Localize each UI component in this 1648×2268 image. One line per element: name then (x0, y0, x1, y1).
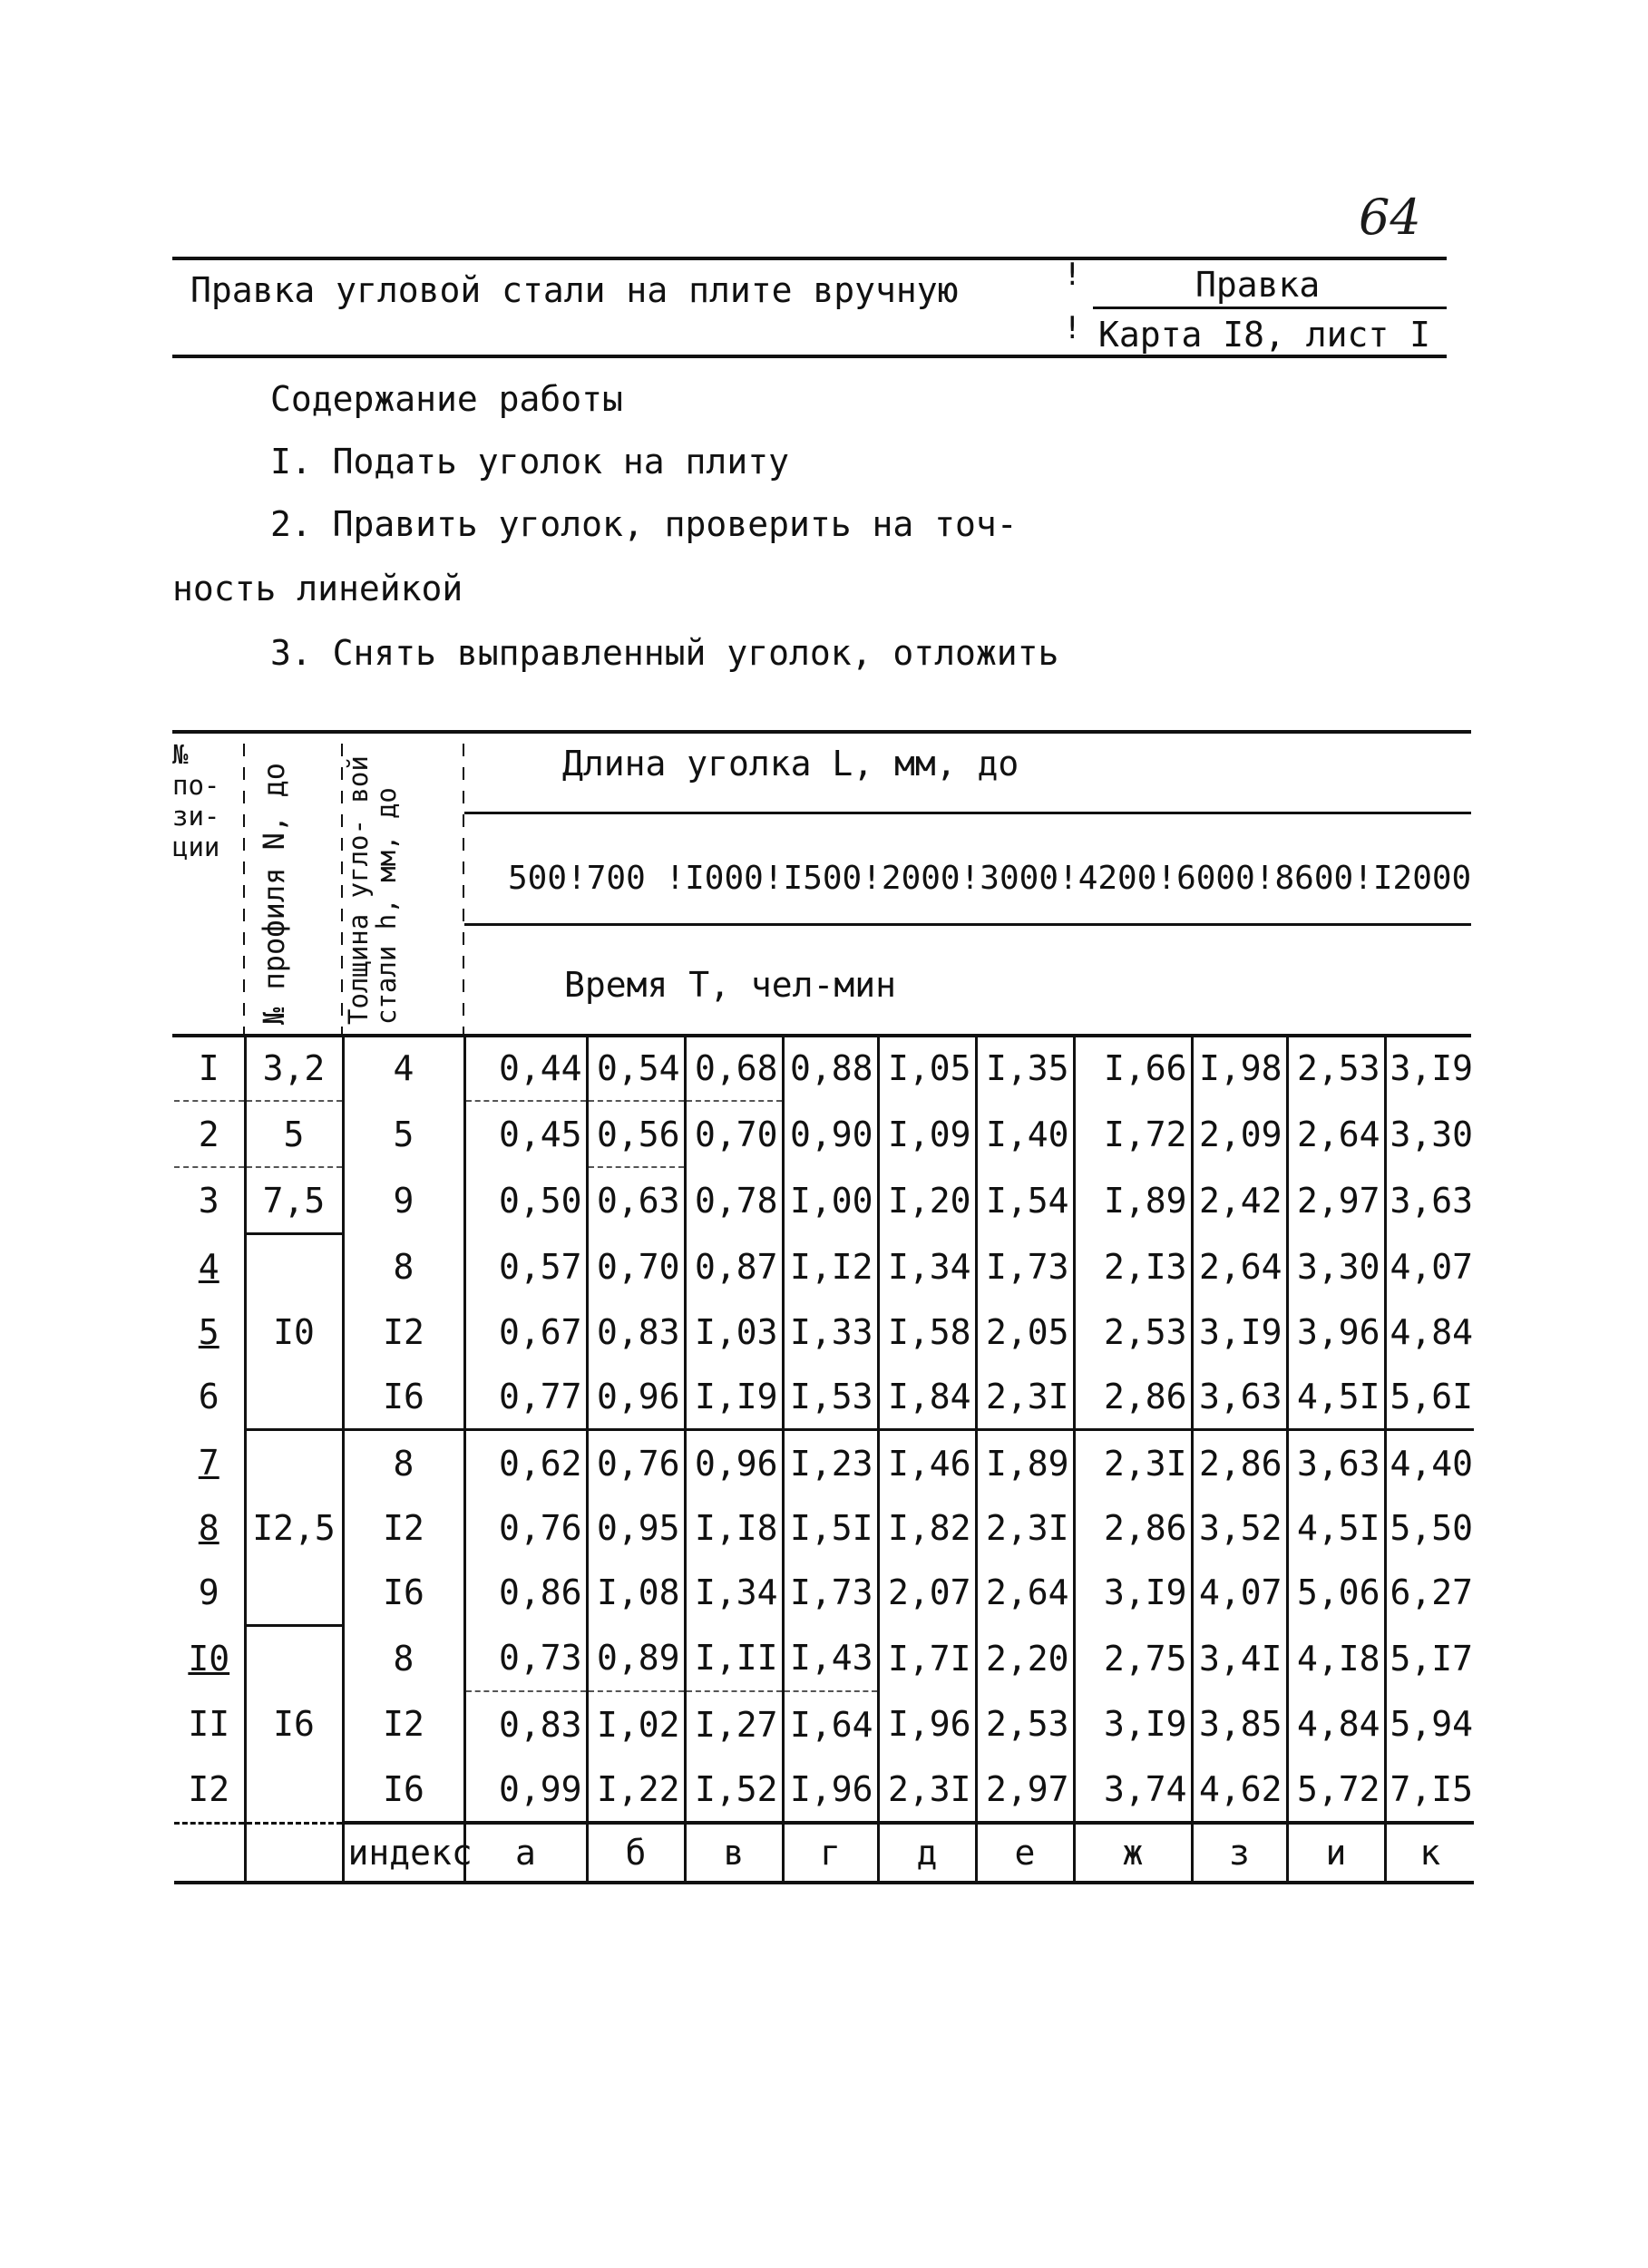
cell-zh: 2,I3 (1074, 1234, 1192, 1300)
thickness-column-header: Толщина угло- вой стали h, мм, до (343, 755, 402, 1025)
length-2000: 2000 (881, 860, 961, 897)
cell-z: 2,64 (1192, 1234, 1287, 1300)
card-sheet-label: Карта I8, лист I (1098, 315, 1431, 355)
cell-e: I,89 (976, 1430, 1074, 1496)
cell-v: 0,70 (685, 1101, 783, 1167)
row-profile: 3,2 (245, 1036, 343, 1101)
cell-d: I,82 (878, 1495, 976, 1560)
cell-e: I,73 (976, 1234, 1074, 1300)
length-6000: 6000 (1176, 860, 1255, 897)
cell-d: I,96 (878, 1691, 976, 1757)
row-thickness: I2 (343, 1495, 464, 1560)
index-k: к (1385, 1823, 1474, 1883)
row-position: 9 (198, 1572, 219, 1613)
cell-b: 0,96 (587, 1364, 685, 1430)
cell-z: 2,09 (1192, 1101, 1287, 1167)
index-a: а (464, 1823, 587, 1883)
cell-g: I,73 (783, 1560, 878, 1626)
row-profile (245, 1560, 343, 1626)
cell-a: 0,83 (464, 1691, 587, 1757)
row-position: I0 (188, 1638, 230, 1679)
header-section-rule (1093, 307, 1447, 309)
table-row (174, 1626, 1474, 1692)
cell-i: 2,53 (1287, 1036, 1385, 1101)
row-position: 7 (198, 1442, 219, 1483)
index-label: индекс (343, 1823, 464, 1883)
cell-zh: 2,86 (1074, 1495, 1192, 1560)
cell-v: I,I8 (685, 1495, 783, 1560)
cell-i: 4,84 (1287, 1691, 1385, 1757)
cell-e: 2,64 (976, 1560, 1074, 1626)
row-profile: I6 (245, 1691, 343, 1757)
length-500: 500 (508, 860, 568, 897)
cell-k: 5,94 (1385, 1691, 1474, 1757)
cell-g: I,00 (783, 1167, 878, 1234)
cell-a: 0,77 (464, 1364, 587, 1430)
cell-zh: 3,74 (1074, 1757, 1192, 1823)
row-position: 5 (198, 1311, 219, 1352)
work-heading: Содержание работы (270, 379, 623, 419)
row-position: I2 (188, 1768, 230, 1809)
length-8600: 8600 (1274, 860, 1354, 897)
cell-i: 4,I8 (1287, 1626, 1385, 1692)
index-d: д (878, 1823, 976, 1883)
header-separator-bottom: ! (1063, 310, 1082, 346)
cell-b: I,08 (587, 1560, 685, 1626)
cell-e: 2,97 (976, 1757, 1074, 1823)
table-row (174, 1364, 1474, 1430)
row-thickness: 8 (343, 1430, 464, 1496)
work-step-2-continuation: ность линейкой (172, 569, 463, 608)
document-title: Правка угловой стали на плите вручную (190, 270, 959, 310)
row-thickness: 4 (343, 1036, 464, 1101)
cell-a: 0,76 (464, 1495, 587, 1560)
work-step-2: 2. Править уголок, проверить на точ- (270, 504, 1018, 544)
row-position: 2 (174, 1101, 245, 1167)
row-profile: I0 (245, 1299, 343, 1364)
cell-z: 3,63 (1192, 1364, 1287, 1430)
cell-z: 2,86 (1192, 1430, 1287, 1496)
cell-v: 0,87 (685, 1234, 783, 1300)
cell-g: 0,88 (783, 1036, 878, 1101)
cell-d: I,84 (878, 1364, 976, 1430)
cell-b: 0,89 (587, 1626, 685, 1692)
cell-a: 0,99 (464, 1757, 587, 1823)
row-position: 6 (198, 1377, 219, 1417)
row-thickness: I6 (343, 1560, 464, 1626)
cell-b: I,22 (587, 1757, 685, 1823)
cell-d: I,09 (878, 1101, 976, 1167)
cell-a: 0,86 (464, 1560, 587, 1626)
row-profile (245, 1430, 343, 1496)
row-thickness: I6 (343, 1364, 464, 1430)
cell-g: I,I2 (783, 1234, 878, 1300)
cell-i: 5,06 (1287, 1560, 1385, 1626)
index-b: б (587, 1823, 685, 1883)
cell-e: 2,53 (976, 1691, 1074, 1757)
cell-b: 0,56 (587, 1101, 685, 1167)
header-divider-1 (243, 744, 245, 1036)
header-divider-3 (463, 744, 464, 1036)
cell-v: I,03 (685, 1299, 783, 1364)
index-z: з (1192, 1823, 1287, 1883)
cell-zh: I,66 (1074, 1036, 1192, 1101)
cell-zh: 3,I9 (1074, 1560, 1192, 1626)
cell-g: I,33 (783, 1299, 878, 1364)
cell-g: I,43 (783, 1626, 878, 1692)
cell-a: 0,62 (464, 1430, 587, 1496)
cell-b: 0,70 (587, 1234, 685, 1300)
cell-v: I,34 (685, 1560, 783, 1626)
cell-e: I,54 (976, 1167, 1074, 1234)
table-row (174, 1299, 1474, 1364)
cell-a: 0,57 (464, 1234, 587, 1300)
index-v: в (685, 1823, 783, 1883)
cell-zh: 2,86 (1074, 1364, 1192, 1430)
table-top-rule (172, 730, 1471, 734)
cell-i: 4,5I (1287, 1364, 1385, 1430)
cell-v: 0,68 (685, 1036, 783, 1101)
length-700: 700 (586, 860, 646, 897)
table-row (174, 1430, 1474, 1496)
cell-e: I,40 (976, 1101, 1074, 1167)
cell-d: I,20 (878, 1167, 976, 1234)
cell-d: I,7I (878, 1626, 976, 1692)
cell-k: 5,50 (1385, 1495, 1474, 1560)
cell-d: I,05 (878, 1036, 976, 1101)
cell-e: 2,20 (976, 1626, 1074, 1692)
cell-g: I,23 (783, 1430, 878, 1496)
cell-k: 7,I5 (1385, 1757, 1474, 1823)
row-thickness: 5 (343, 1101, 464, 1167)
row-thickness: 9 (343, 1167, 464, 1234)
cell-k: 5,I7 (1385, 1626, 1474, 1692)
cell-k: 3,I9 (1385, 1036, 1474, 1101)
position-column-header: № по- зи- ции (172, 739, 220, 862)
row-profile: 7,5 (245, 1167, 343, 1234)
cell-zh: 2,3I (1074, 1430, 1192, 1496)
table-row (174, 1101, 1474, 1167)
cell-g: I,5I (783, 1495, 878, 1560)
cell-v: I,52 (685, 1757, 783, 1823)
page-number: 64 (1359, 189, 1421, 246)
row-position: 3 (198, 1181, 219, 1222)
cell-d: I,46 (878, 1430, 976, 1496)
cell-i: 5,72 (1287, 1757, 1385, 1823)
header-top-rule (172, 257, 1447, 260)
table-row (174, 1560, 1474, 1626)
index-zh: ж (1074, 1823, 1192, 1883)
row-profile (245, 1757, 343, 1823)
length-12000: I2000 (1372, 860, 1472, 897)
length-1500: I500 (783, 860, 863, 897)
cell-a: 0,44 (464, 1036, 587, 1101)
row-thickness: I2 (343, 1299, 464, 1364)
row-thickness: 8 (343, 1234, 464, 1300)
index-row-blank (174, 1823, 245, 1883)
table-row (174, 1757, 1474, 1823)
length-3000: 3000 (980, 860, 1058, 897)
table-row (174, 1036, 1474, 1101)
cell-z: 3,52 (1192, 1495, 1287, 1560)
cell-b: 0,83 (587, 1299, 685, 1364)
header-bottom-rule (172, 355, 1447, 358)
cell-zh: 2,75 (1074, 1626, 1192, 1692)
length-4200: 4200 (1078, 860, 1157, 897)
cell-z: 3,85 (1192, 1691, 1287, 1757)
row-profile: I2,5 (245, 1495, 343, 1560)
cell-b: I,02 (587, 1691, 685, 1757)
cell-b: 0,54 (587, 1036, 685, 1101)
cell-i: 2,64 (1287, 1101, 1385, 1167)
cell-zh: I,72 (1074, 1101, 1192, 1167)
cell-k: 4,40 (1385, 1430, 1474, 1496)
cell-b: 0,63 (587, 1167, 685, 1234)
cell-v: 0,78 (685, 1167, 783, 1234)
cell-zh: 3,I9 (1074, 1691, 1192, 1757)
cell-v: I,27 (685, 1691, 783, 1757)
cell-e: 2,05 (976, 1299, 1074, 1364)
cell-i: 3,63 (1287, 1430, 1385, 1496)
cell-k: 3,63 (1385, 1167, 1474, 1234)
time-header: Время Т, чел-мин (564, 965, 897, 1005)
cell-d: I,58 (878, 1299, 976, 1364)
cell-z: I,98 (1192, 1036, 1287, 1101)
time-norms-table (174, 1036, 1474, 1884)
cell-g: 0,90 (783, 1101, 878, 1167)
row-thickness: I6 (343, 1757, 464, 1823)
row-thickness: I2 (343, 1691, 464, 1757)
cell-e: 2,3I (976, 1364, 1074, 1430)
index-e: е (976, 1823, 1074, 1883)
length-header-rule (464, 812, 1471, 814)
cell-g: I,64 (783, 1691, 878, 1757)
length-1000: I000 (685, 860, 764, 897)
row-profile (245, 1234, 343, 1300)
cell-a: 0,73 (464, 1626, 587, 1692)
cell-i: 3,30 (1287, 1234, 1385, 1300)
cell-b: 0,76 (587, 1430, 685, 1496)
cell-zh: 2,53 (1074, 1299, 1192, 1364)
row-profile: 5 (245, 1101, 343, 1167)
profile-column-header: № профиля N, до (257, 763, 291, 1025)
cell-k: 4,84 (1385, 1299, 1474, 1364)
cell-z: 3,I9 (1192, 1299, 1287, 1364)
table-row (174, 1495, 1474, 1560)
cell-d: 2,07 (878, 1560, 976, 1626)
table-row (174, 1234, 1474, 1300)
index-g: г (783, 1823, 878, 1883)
cell-a: 0,45 (464, 1101, 587, 1167)
length-values-rule (464, 923, 1471, 926)
cell-g: I,53 (783, 1364, 878, 1430)
row-position: 8 (198, 1507, 219, 1548)
index-i: и (1287, 1823, 1385, 1883)
cell-a: 0,67 (464, 1299, 587, 1364)
cell-k: 5,6I (1385, 1364, 1474, 1430)
cell-i: 3,96 (1287, 1299, 1385, 1364)
cell-k: 3,30 (1385, 1101, 1474, 1167)
cell-k: 4,07 (1385, 1234, 1474, 1300)
cell-v: 0,96 (685, 1430, 783, 1496)
cell-z: 2,42 (1192, 1167, 1287, 1234)
section-name: Правка (1195, 265, 1321, 305)
cell-v: I,II (685, 1626, 783, 1692)
row-position: I (174, 1036, 245, 1101)
cell-z: 4,07 (1192, 1560, 1287, 1626)
header-separator-top: ! (1063, 257, 1082, 293)
row-position: 4 (198, 1246, 219, 1287)
row-position: II (188, 1704, 230, 1744)
work-step-1: I. Подать уголок на плиту (270, 442, 789, 482)
table-row (174, 1167, 1474, 1234)
cell-g: I,96 (783, 1757, 878, 1823)
index-row-blank (245, 1823, 343, 1883)
cell-z: 4,62 (1192, 1757, 1287, 1823)
index-row (174, 1823, 1474, 1883)
row-profile (245, 1364, 343, 1430)
cell-d: I,34 (878, 1234, 976, 1300)
cell-k: 6,27 (1385, 1560, 1474, 1626)
cell-i: 4,5I (1287, 1495, 1385, 1560)
cell-v: I,I9 (685, 1364, 783, 1430)
row-profile (245, 1626, 343, 1692)
length-values-row: 500!700 !I000!I500!2000!3000!4200!6000!8600!I2000 (508, 860, 1472, 897)
cell-z: 3,4I (1192, 1626, 1287, 1692)
length-header: Длина уголка L, мм, до (562, 744, 1019, 784)
cell-e: I,35 (976, 1036, 1074, 1101)
cell-e: 2,3I (976, 1495, 1074, 1560)
cell-b: 0,95 (587, 1495, 685, 1560)
cell-i: 2,97 (1287, 1167, 1385, 1234)
cell-zh: I,89 (1074, 1167, 1192, 1234)
work-step-3: 3. Снять выправленный уголок, отложить (270, 633, 1059, 673)
cell-a: 0,50 (464, 1167, 587, 1234)
cell-d: 2,3I (878, 1757, 976, 1823)
table-row (174, 1691, 1474, 1757)
row-thickness: 8 (343, 1626, 464, 1692)
